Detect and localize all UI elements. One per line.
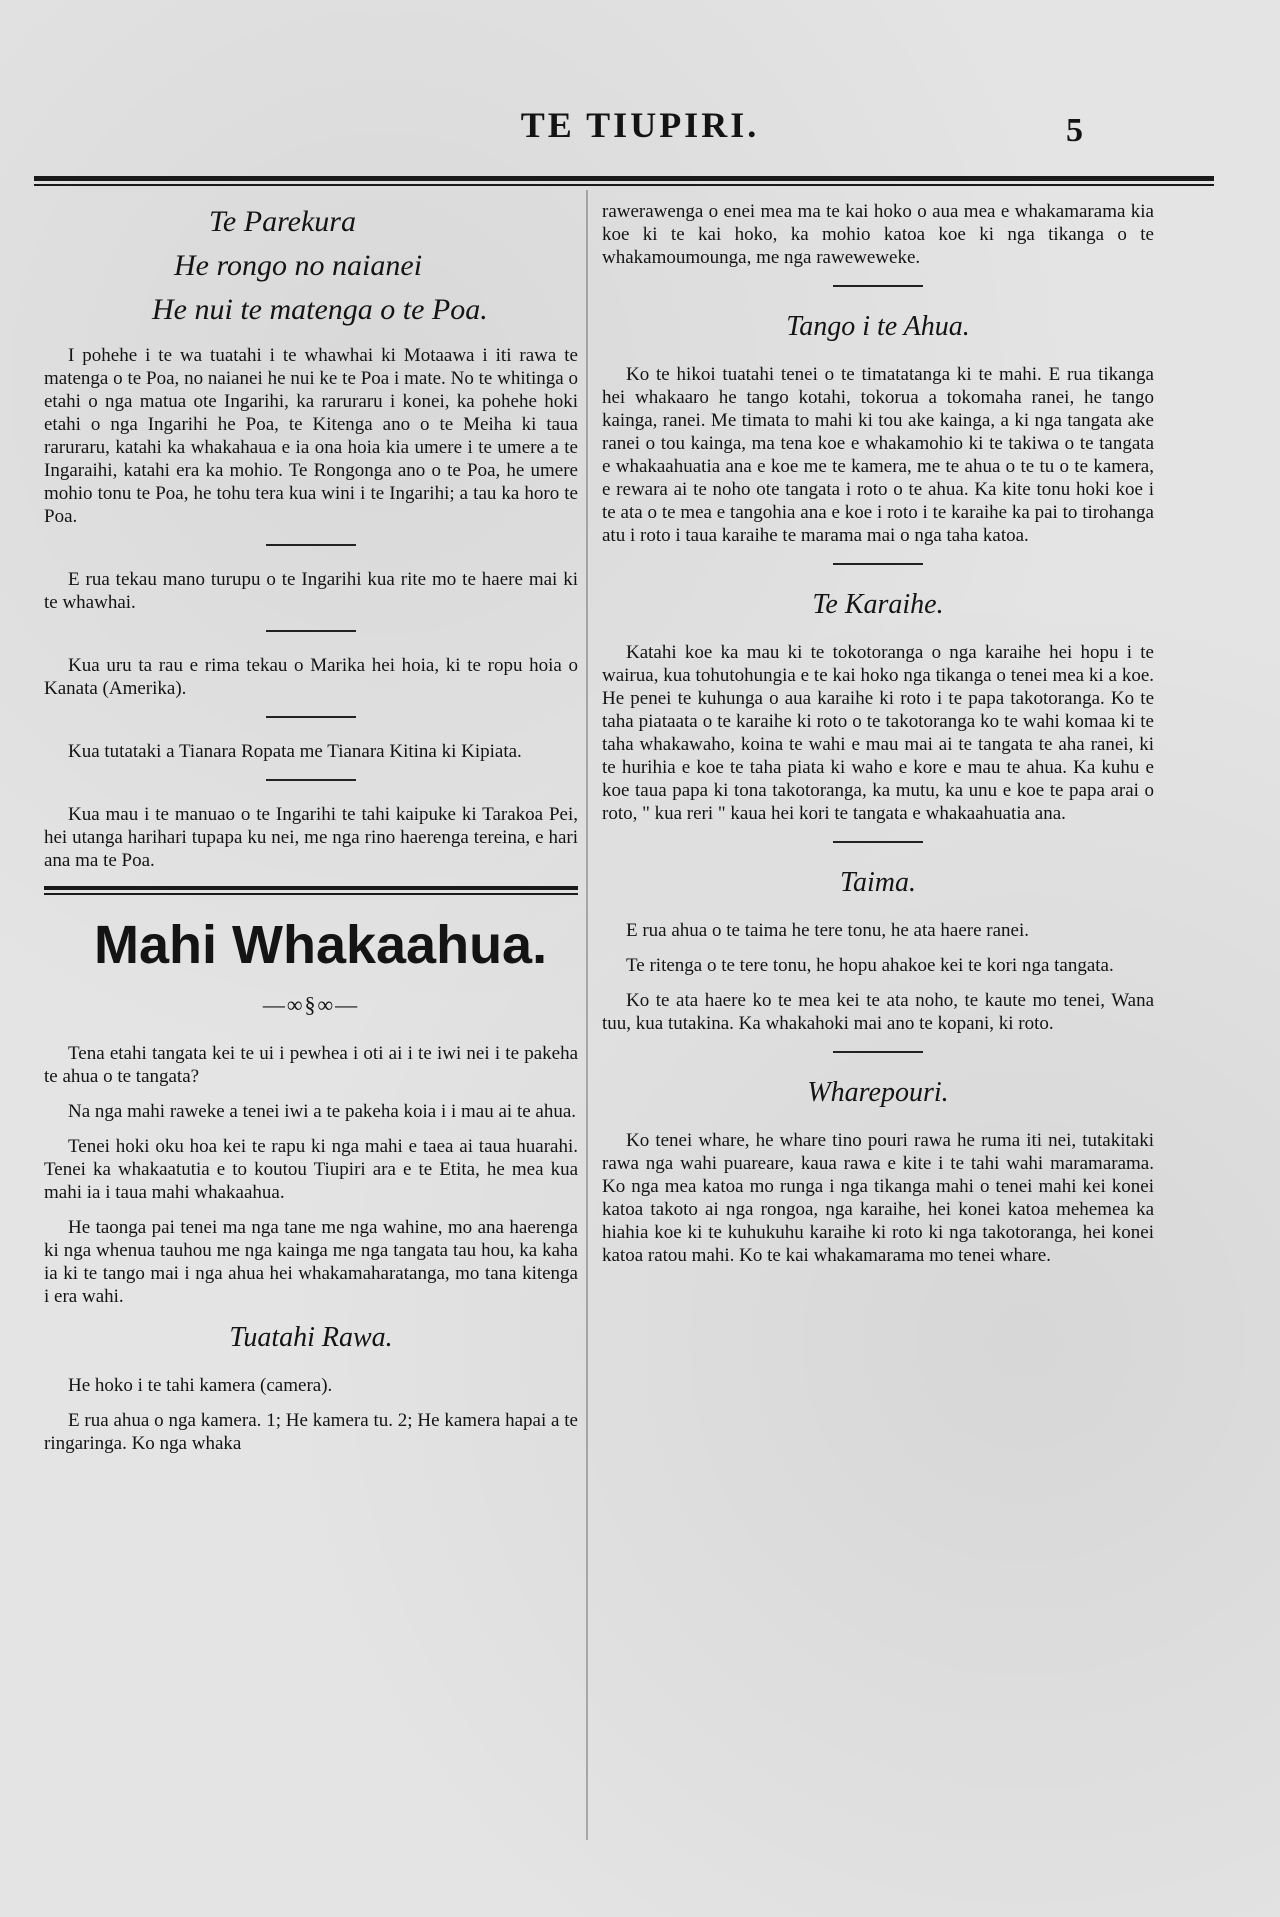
article-paragraph: E rua ahua o te taima he tere tonu, he ata haere ranei.	[626, 920, 1030, 941]
separator	[266, 630, 356, 632]
separator	[266, 716, 356, 718]
separator	[266, 779, 356, 781]
article-paragraph: Ko tenei whare, he whare tino pouri rawa he ruma iti nei, tutakitaki rawa nga wahi puareare, kaua rawa e kite i te tahi wahi maramarama. Ko nga mea katoa mo runga i nga tikanga mahi o tenei mahi kei konei katoa takoto ai nga rongoa, nga karaihe, hei konei katoa mehemea ka hiahia koe ki te kuhukuhu karaihe ki roto ki nga takotoranga, hei konei katoa ratou mahi. Ko te kai whakamarama mo tenei whare.	[602, 1130, 1154, 1266]
separator	[833, 841, 923, 843]
separator	[833, 1051, 923, 1053]
subhead-wharepouri: Wharepouri.	[807, 1077, 949, 1108]
right-column	[602, 200, 1154, 1279]
separator	[266, 544, 356, 546]
article-paragraph: He taonga pai tenei ma nga tane me nga wahine, mo ana haerenga ki nga whenua tauhou me nga kainga me nga tangata tau hou, ka kaha ia ki te tango mai i nga ahua hei whakamaharatanga, mo tana kitenga i era wahi.	[44, 1217, 578, 1307]
article-paragraph: Ko te hikoi tuatahi tenei o te timatatanga ki te mahi. E rua tikanga hei whakaaro he tango kotahi, tokorua a tokomaha ranei, he tango kainga, ranei. Me timata to mahi ki tou ake kainga, a ki nga tangata ake ranei o tou kainga, ma tena koe e whakamohio ki te takiwa o te tangata e whakaahuatia ana e koe me te kamera, me te ahua o te tu o te kamera, e rewara ai te noho ote tangata i roto o te ahua. Ka kite tonu hoki koe i te ata o te mea e tangohia ana e koe i roto i te karaihe ka pai to tirohanga atu i roto i taua karaihe te marama mai o nga taha katoa.	[602, 364, 1154, 546]
article-paragraph: E rua ahua o nga kamera. 1; He kamera tu. 2; He kamera hapai a te ringaringa. Ko nga whaka	[44, 1410, 578, 1454]
article-paragraph: Katahi koe ka mau ki te tokotoranga o nga karaihe hei hopu i te wairua, kua tohutohungia e te kai hoko nga tikanga o tenei mea ki a koe. He penei te kuhunga o aua karaihe ki roto i te papa takotoranga. Ko te taha piataata o te karaihe ki roto o te takotoranga ko te wahi komaa ki te taha whakawaho, koina te wahi e mau mai ai te tangata te aha ranei, ki te hurihia e koe te taha piata ki waho e kore e mau te ahua. Ka kuhu e koe taua papa ki tona takotoranga, ka mutu, ka unu e koe te papa arai o roto, " kua reri " kaua hei kori te tangata e whakaahuatia ana.	[602, 642, 1154, 824]
section-rule	[44, 886, 578, 890]
article-paragraph: Te ritenga o te tere tonu, he hopu ahakoe kei te kori nga tangata.	[626, 955, 1114, 976]
headline-parekura: Te Parekura	[209, 205, 356, 238]
subhead-taima: Taima.	[839, 867, 916, 898]
headline-rongo: He rongo no naianei	[174, 249, 423, 282]
masthead-title: TE TIUPIRI.	[520, 105, 760, 145]
article-paragraph: Tenei hoki oku hoa kei te rapu ki nga mahi e taea ai taua huarahi. Tenei ka whakaatutia e to koutou Tiupiri ara e te Etita, he mea kua mahi ia i taua mahi whakaahua.	[44, 1136, 578, 1203]
subhead-tango-i-te-ahua: Tango i te Ahua.	[786, 311, 970, 342]
article-paragraph: Na nga mahi raweke a tenei iwi a te pakeha koia i i mau ai te ahua.	[68, 1101, 577, 1122]
article-paragraph: He hoko i te tahi kamera (camera).	[68, 1375, 333, 1396]
header-rule-thin	[34, 184, 1214, 186]
page-number: 5	[1066, 112, 1083, 149]
article-paragraph: Ko te ata haere ko te mea kei te ata noho, te kaute mo tenei, Wana tuu, kua tutakina. Ka whakahoki mai ano te kopani, ki roto.	[602, 990, 1154, 1034]
subhead-te-karaihe: Te Karaihe.	[812, 589, 944, 620]
article-paragraph: Kua tutataki a Tianara Ropata me Tianara Kitina ki Kipiata.	[68, 741, 522, 762]
article-paragraph: Tena etahi tangata kei te ui i pewhea i oti ai i te iwi nei i te pakeha te ahua o te tangata?	[44, 1043, 578, 1087]
section-rule-thin	[44, 893, 578, 895]
header-rule	[34, 176, 1214, 181]
article-paragraph: E rua tekau mano turupu o te Ingarihi kua rite mo te haere mai ki te whawhai.	[44, 569, 578, 613]
article-paragraph: I pohehe i te wa tuatahi i te whawhai ki Motaawa i iti rawa te matenga o te Poa, no naianei he nui ke te Poa i mate. No te whitinga o etahi o nga matua ote Ingarihi, ka raruraru i konei, ka pohehe hoki etahi o nga Ingarihi he Poa, te Kitenga ano o te Meiha ki taua raruraru, katahi ka whakahaua e ia ona hoia kia umere i te umere a te Ingaraihi, katahi era ka mohio. Te Rongonga ano o te Poa, he umere mohio tonu te Poa, he tohu tera kua wini i te Ingarihi; a tau ka horo te Poa.	[44, 345, 578, 527]
headline-matenga: He nui te matenga o te Poa.	[152, 293, 488, 326]
subhead-tuatahi-rawa: Tuatahi Rawa.	[229, 1322, 393, 1353]
left-column	[44, 200, 578, 1467]
section-title-mahi-whakaahua: Mahi Whakaahua.	[94, 915, 548, 975]
separator	[833, 285, 923, 287]
separator	[833, 563, 923, 565]
article-paragraph: rawerawenga o enei mea ma te kai hoko o aua mea e whakamarama kia koe ki te kai hoko, ka mohio katoa koe ki nga tikanga o te whakamoumounga, me nga raweweweke.	[602, 201, 1154, 268]
article-paragraph: Kua mau i te manuao o te Ingarihi te tahi kaipuke ki Tarakoa Pei, hei utanga harihari tupapa ku nei, me nga rino haerenga tereina, e hari ana ma te Poa.	[44, 804, 578, 871]
column-divider	[586, 190, 588, 1840]
article-paragraph: Kua uru ta rau e rima tekau o Marika hei hoia, ki te ropu hoia o Kanata (Amerika).	[44, 655, 578, 699]
ornament-divider: —∞§∞—	[262, 992, 360, 1017]
